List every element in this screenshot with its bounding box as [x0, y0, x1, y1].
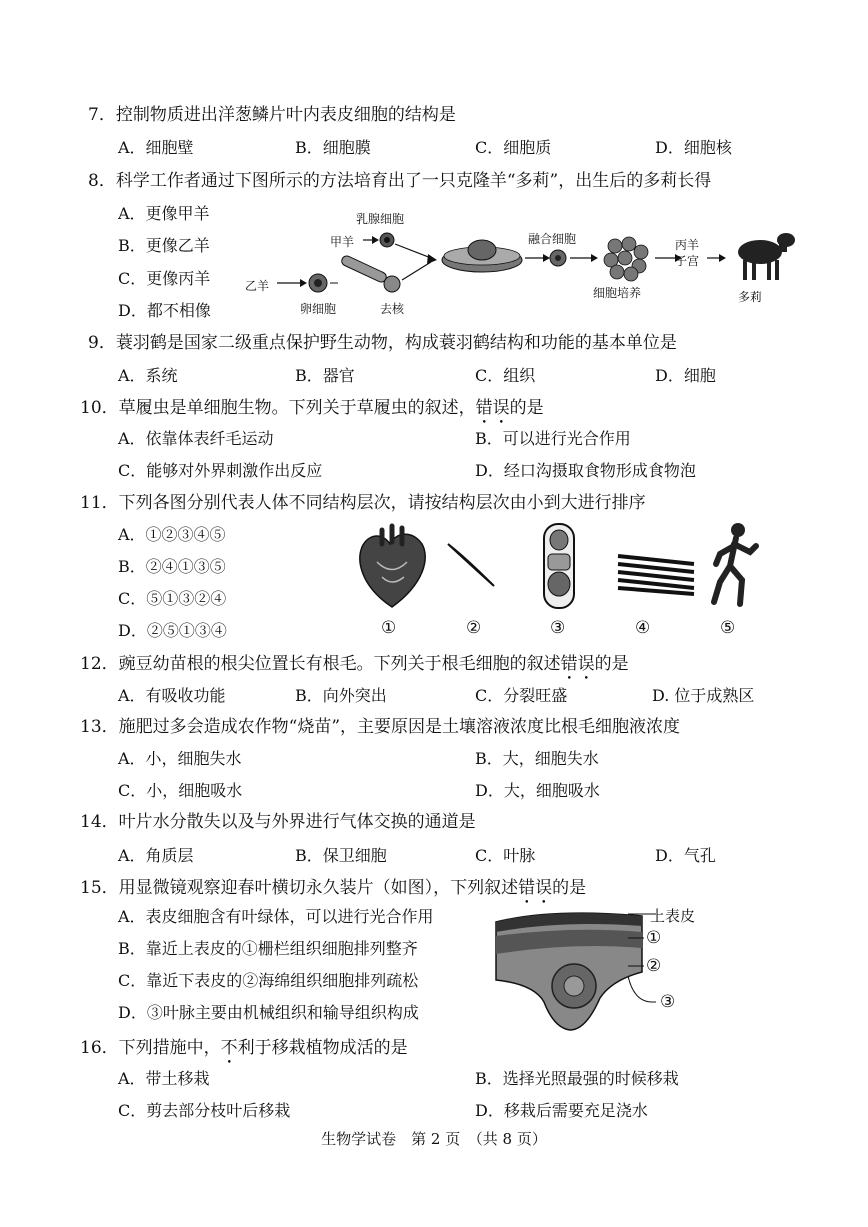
option-a: A．小，细胞失水 [118, 749, 242, 768]
emphasis-text: 错误 [560, 654, 595, 674]
question-stem: 控制物质进出洋葱鳞片叶内表皮细胞的结构是 [115, 105, 456, 125]
option-c: C．细胞质 [475, 138, 552, 157]
question-15 [80, 877, 586, 908]
page-footer: 生物学试卷 第 2 页 （共 8 页） [321, 1130, 547, 1148]
question-number: 14． [80, 812, 119, 832]
question-14 [80, 811, 476, 833]
option-b: B．向外突出 [295, 686, 387, 705]
question-9 [88, 332, 677, 354]
option-c: C．叶脉 [475, 846, 536, 865]
option-b: B．可以进行光合作用 [475, 429, 631, 448]
label-bing-yang: 丙羊 [675, 238, 700, 252]
question-13 [80, 716, 680, 738]
option-c: C．剪去部分枝叶后移栽 [118, 1101, 291, 1120]
option-d: D．②⑤①③④ [118, 621, 227, 640]
option-c: C．组织 [475, 366, 536, 385]
option-d: D. 位于成熟区 [652, 686, 755, 705]
organism-section-image [538, 520, 580, 612]
figure-label-1: ① [646, 928, 662, 948]
label-fused-cell: 融合细胞 [528, 232, 577, 246]
label-mammary-cell: 乳腺细胞 [356, 212, 405, 226]
question-stem: 下列各图分别代表人体不同结构层次，请按结构层次由小到大进行排序 [118, 493, 646, 513]
option-b: B．保卫细胞 [295, 846, 387, 865]
figure-label-1: ① [381, 618, 397, 638]
label-dolly: 多莉 [738, 290, 763, 304]
option-c: C．小，细胞吸水 [118, 781, 243, 800]
option-b: B．靠近上表皮的①栅栏组织细胞排列整齐 [118, 939, 418, 958]
option-a: A．角质层 [118, 846, 194, 865]
question-stem-end: 利于移栽植物成活的是 [237, 1038, 408, 1058]
question-number: 9． [88, 333, 116, 353]
question-7 [88, 104, 456, 126]
question-11 [80, 492, 646, 514]
option-a: A．表皮细胞含有叶绿体，可以进行光合作用 [118, 907, 434, 926]
question-12 [80, 653, 629, 684]
question-8 [88, 170, 711, 192]
option-d: D．移栽后需要充足浇水 [475, 1101, 648, 1120]
label-jia-yang: 甲羊 [330, 235, 355, 249]
figure-label-3: ③ [660, 992, 676, 1012]
label-egg-cell: 卵细胞 [300, 302, 337, 316]
question-stem: 豌豆幼苗根的根尖位置长有根毛。下列关于根毛细胞的叙述 [118, 654, 561, 674]
question-stem-end: 的是 [509, 398, 544, 418]
label-yi-yang: 乙羊 [245, 279, 270, 293]
question-number: 11． [80, 493, 119, 513]
question-stem: 蓑羽鹤是国家二级重点保护野生动物，构成蓑羽鹤结构和功能的基本单位是 [115, 333, 677, 353]
label-cell-culture: 细胞培养 [593, 286, 642, 300]
question-stem: 用显微镜观察迎春叶横切永久装片（如图），下列叙述 [118, 878, 519, 898]
option-d: D．细胞核 [655, 138, 732, 157]
question-number: 10． [80, 398, 119, 418]
option-b: B．器官 [295, 366, 355, 385]
option-d: D．经口沟摄取食物形成食物泡 [475, 461, 696, 480]
label-uterus: 子宫 [675, 254, 700, 268]
option-d: D．都不相像 [118, 301, 211, 320]
option-b: B．②④①③⑤ [118, 557, 226, 576]
option-d: D．细胞 [655, 366, 716, 385]
question-stem-end: 的是 [552, 878, 587, 898]
figure-label-5: ⑤ [720, 618, 736, 638]
option-c: C．⑤①③②④ [118, 589, 227, 608]
option-a: A．更像甲羊 [118, 204, 210, 223]
question-number: 15． [80, 878, 119, 898]
emphasis-text: 不 [220, 1038, 238, 1058]
option-c: C．分裂旺盛 [475, 686, 568, 705]
option-b: B．细胞膜 [295, 138, 371, 157]
option-a: A．细胞壁 [118, 138, 194, 157]
heart-image [352, 522, 432, 612]
figure-label-2: ② [466, 618, 482, 638]
muscle-tissue-image [616, 548, 696, 598]
question-number: 12． [80, 654, 119, 674]
option-a: A．①②③④⑤ [118, 525, 226, 544]
question-number: 8． [88, 171, 116, 191]
option-d: D．气孔 [655, 846, 716, 865]
question-stem: 草履虫是单细胞生物。下列关于草履虫的叙述， [118, 398, 476, 418]
label-remove-nucleus: 去核 [380, 302, 405, 316]
option-b: B．选择光照最强的时候移栽 [475, 1069, 679, 1088]
option-a: A．有吸收功能 [118, 686, 226, 705]
question-stem: 科学工作者通过下图所示的方法培育出了一只克隆羊“多莉”，出生后的多莉长得 [115, 171, 712, 191]
option-c: C．更像丙羊 [118, 269, 211, 288]
option-a: A．依靠体表纤毛运动 [118, 429, 274, 448]
emphasis-text: 错误 [518, 878, 553, 898]
option-b: B．更像乙羊 [118, 236, 210, 255]
option-b: B．大，细胞失水 [475, 749, 599, 768]
runner-image [706, 520, 762, 610]
question-number: 13． [80, 717, 119, 737]
option-a: A．系统 [118, 366, 178, 385]
option-c: C．靠近下表皮的②海绵组织细胞排列疏松 [118, 971, 419, 990]
question-number: 7． [88, 105, 116, 125]
figure-label-4: ④ [635, 618, 651, 638]
emphasis-text: 错误 [475, 398, 510, 418]
option-c: C．能够对外界刺激作出反应 [118, 461, 323, 480]
option-d: D．大，细胞吸水 [475, 781, 600, 800]
question-number: 16． [80, 1038, 119, 1058]
option-a: A．带土移栽 [118, 1069, 210, 1088]
question-16 [80, 1037, 408, 1068]
question-stem: 叶片水分散失以及与外界进行气体交换的通道是 [118, 812, 476, 832]
muscle-cell-image [446, 540, 496, 590]
option-d: D．③叶脉主要由机械组织和输导组织构成 [118, 1003, 419, 1022]
question-stem: 下列措施中， [118, 1038, 221, 1058]
question-stem-end: 的是 [594, 654, 629, 674]
figure-label-3: ③ [550, 618, 566, 638]
label-upper-epidermis: 上表皮 [650, 907, 696, 925]
question-stem: 施肥过多会造成农作物“烧苗”，主要原因是土壤溶液浓度比根毛细胞液浓度 [118, 717, 681, 737]
figure-label-2: ② [646, 956, 662, 976]
question-10 [80, 397, 544, 428]
